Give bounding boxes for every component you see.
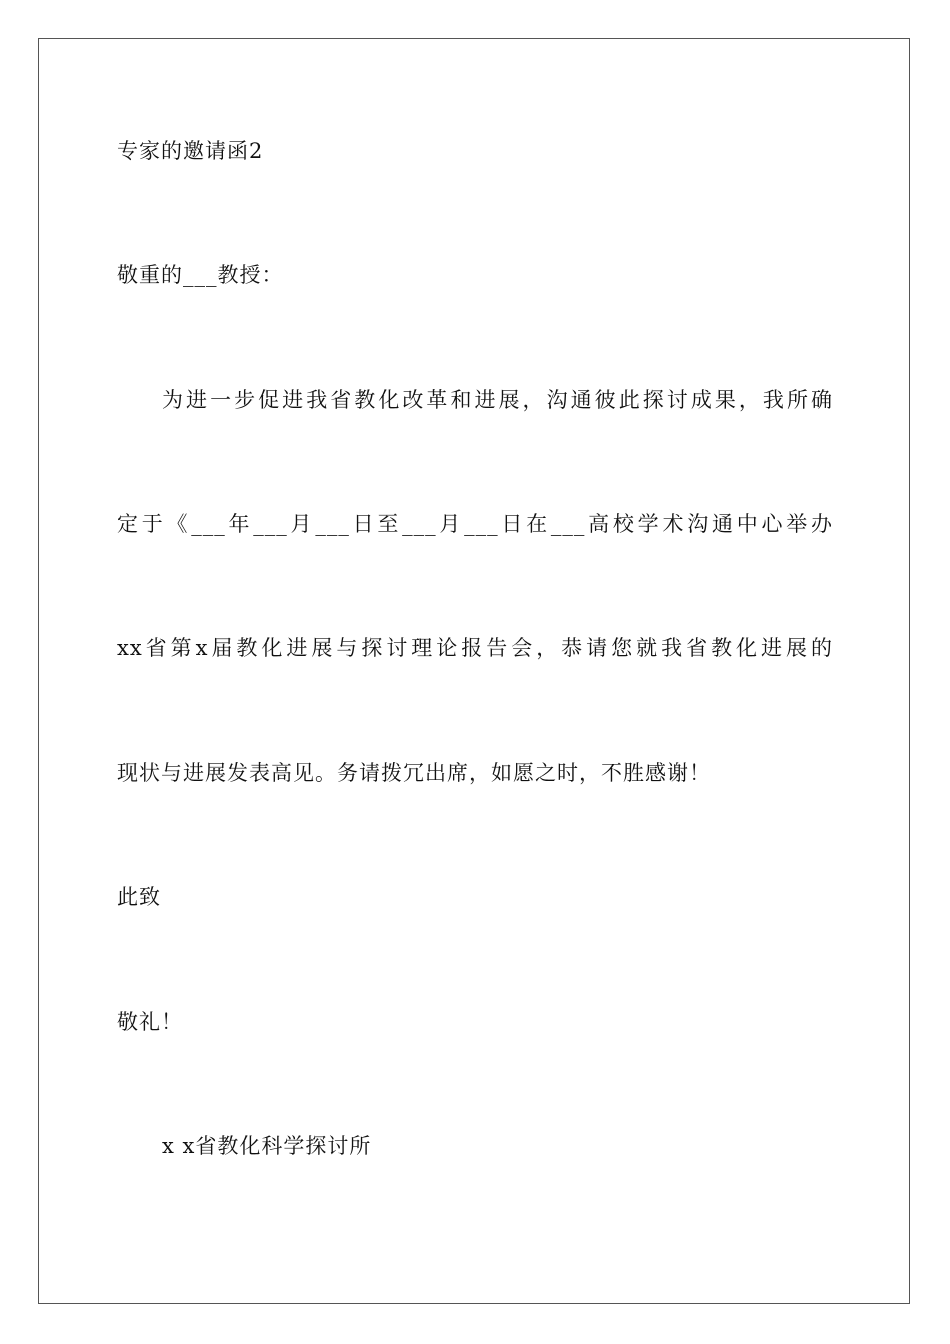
body-line-3: xx省第x届教化进展与探讨理论报告会，恭请您就我省教化进展的	[117, 636, 833, 660]
closing-line-2: 敬礼！	[117, 1010, 183, 1034]
letter-title: 专家的邀请函2	[117, 139, 264, 163]
body-line-1: 为进一步促进我省教化改革和进展，沟通彼此探讨成果，我所确	[162, 388, 833, 412]
body-line-2: 定于《___年___月___日至___月___日在___高校学术沟通中心举办	[117, 512, 833, 536]
salutation: 敬重的___教授：	[117, 263, 284, 287]
page-border	[38, 38, 910, 1304]
body-line-4: 现状与进展发表高见。务请拨冗出席，如愿之时，不胜感谢！	[117, 761, 711, 785]
closing-line-1: 此致	[117, 885, 161, 909]
signature: x x省教化科学探讨所	[162, 1134, 372, 1158]
